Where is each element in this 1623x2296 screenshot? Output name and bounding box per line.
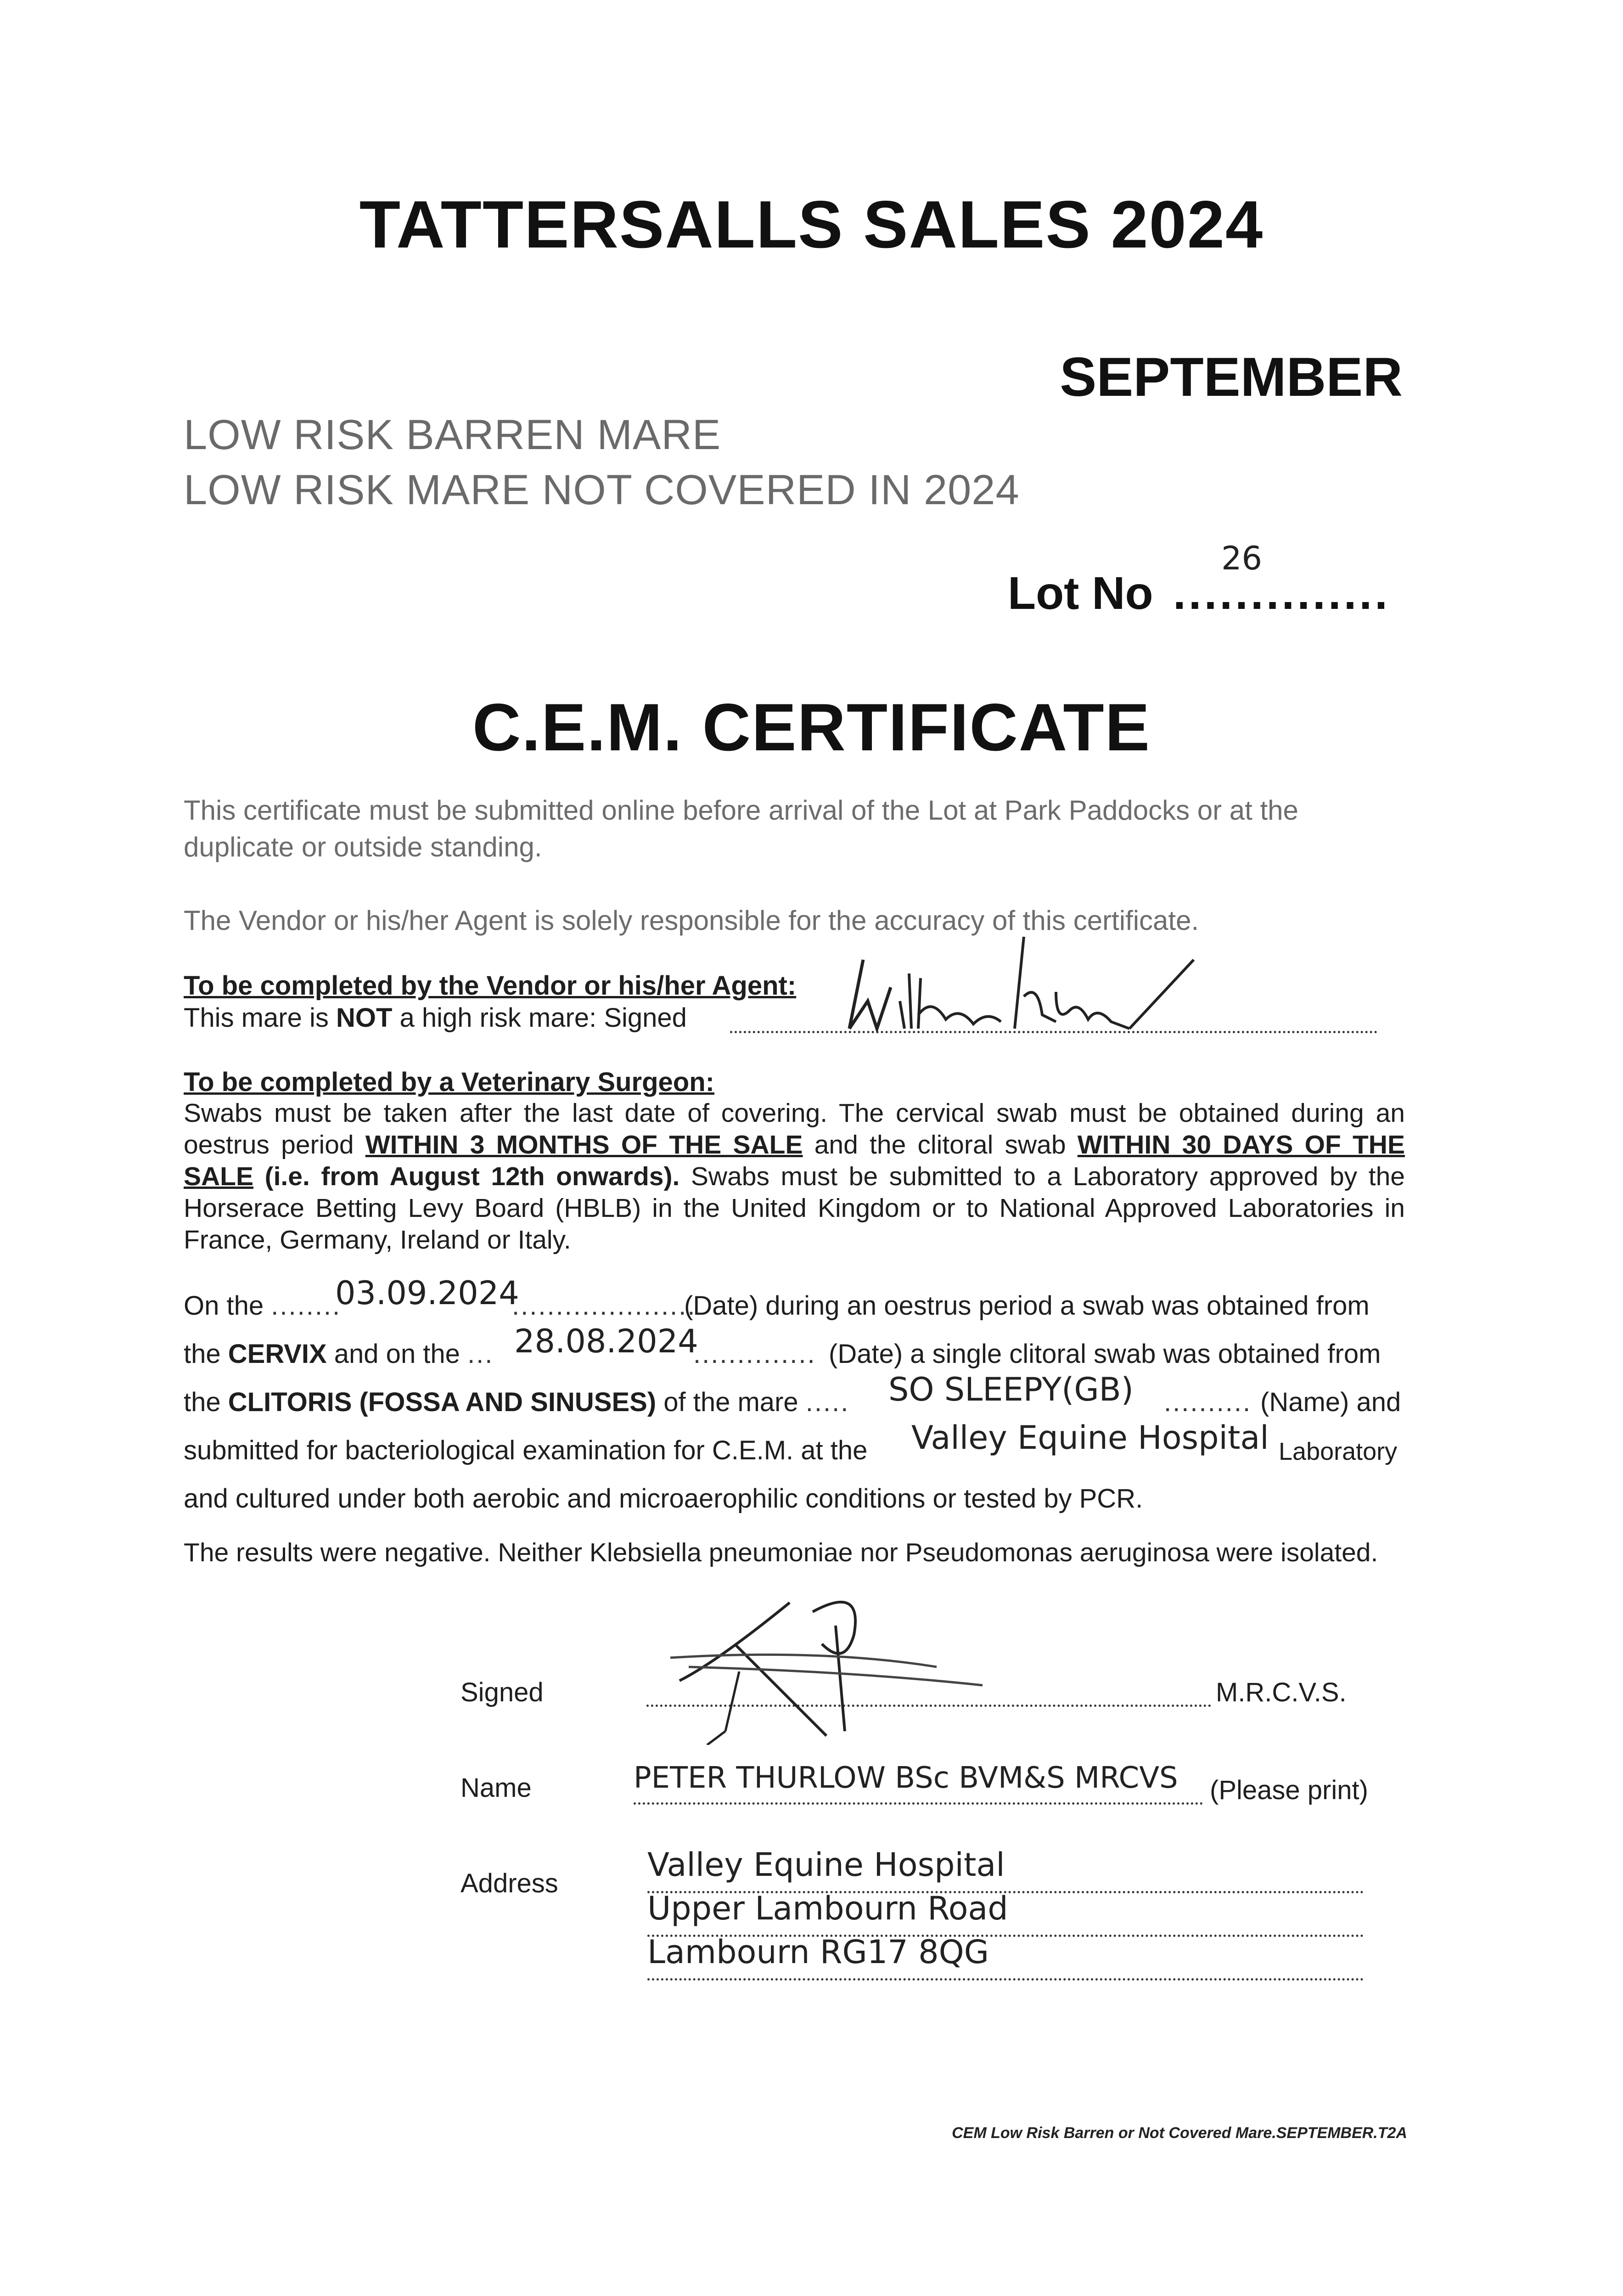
lot-dots: .............. [1173, 568, 1390, 619]
submitted-text: submitted for bacteriological examination for C.E.M. at the [184, 1435, 868, 1465]
cervix-date-dots-pre: ........ [271, 1291, 342, 1321]
category-line-2: LOW RISK MARE NOT COVERED IN 2024 [184, 467, 1020, 513]
form-line-1 [184, 1290, 341, 1321]
category-line-1: LOW RISK BARREN MARE [184, 411, 721, 458]
certificate-title: C.E.M. CERTIFICATE [472, 690, 1151, 765]
vet-p1-mid: and the clitoral swab [814, 1130, 1066, 1159]
cervix-date: 03.09.2024 [335, 1274, 519, 1312]
laboratory-name: Valley Equine Hospital [911, 1419, 1269, 1457]
address-label: Address [461, 1868, 558, 1898]
mare-name: SO SLEEPY(GB) [888, 1371, 1134, 1408]
form-line-3 [184, 1387, 849, 1418]
vendor-statement-prefix: This mare is [184, 1003, 329, 1033]
vendor-statement-not: NOT [336, 1003, 393, 1033]
sale-month: SEPTEMBER [1060, 346, 1403, 408]
date-text-1: (Date) during an oestrus period a swab was obtained from [684, 1291, 1370, 1321]
of-the-mare-label: of the mare [663, 1387, 798, 1417]
date-text-2: (Date) a single clitoral swab was obtained from [829, 1339, 1381, 1369]
cultured-text: and cultured under both aerobic and microaerophilic conditions or tested by PCR. [184, 1484, 1143, 1514]
responsibility-note: The Vendor or his/her Agent is solely responsible for the accuracy of this certificate. [184, 905, 1199, 936]
vet-p1-bold1: WITHIN 3 MONTHS OF THE SALE [365, 1130, 803, 1159]
submit-note: This certificate must be submitted online before arrival of the Lot at Park Paddocks or at the duplicate or outside standing. [184, 795, 1298, 862]
signed-label: Signed [461, 1677, 544, 1707]
mrcvs-label: M.R.C.V.S. [1216, 1677, 1347, 1707]
address-line-2: Upper Lambourn Road [647, 1890, 1008, 1927]
name-and-text: (Name) and [1260, 1387, 1401, 1417]
vet-name-line [634, 1802, 1203, 1805]
the-label: the [184, 1339, 221, 1369]
vendor-statement-suffix: a high risk mare: Signed [399, 1003, 687, 1033]
laboratory-word: Laboratory [1279, 1438, 1398, 1465]
the-label-2: the [184, 1387, 221, 1417]
vendor-heading: To be completed by the Vendor or his/her Agent: [184, 971, 797, 1001]
footer-reference: CEM Low Risk Barren or Not Covered Mare.SEPTEMBER.T2A [952, 2124, 1407, 2142]
mare-dots-post: .......... [1164, 1387, 1252, 1417]
vet-signature [661, 1593, 1065, 1745]
cervix-date-dots-post: ..................... [512, 1291, 696, 1321]
vet-name: PETER THURLOW BSc BVM&S MRCVS [634, 1761, 1178, 1795]
mare-dots-pre: ..... [805, 1387, 850, 1417]
address-line-3: Lambourn RG17 8QG [647, 1933, 989, 1971]
clitoral-date: 28.08.2024 [514, 1322, 698, 1360]
form-line-4 [184, 1435, 867, 1466]
vet-p1-start: Swabs must be taken after the last date of covering. The cervical swab must be obtained during an oestrus period [184, 1098, 1405, 1159]
cervix-label: CERVIX [228, 1339, 327, 1369]
address-line-3-rule [647, 1978, 1364, 1981]
clitoral-date-dots-pre: ... [467, 1339, 494, 1369]
vet-p1-bold2: WITHIN 30 DAYS OF THE SALE [184, 1130, 1405, 1191]
form-line-2 [184, 1339, 494, 1369]
vet-p1-end: Swabs must be submitted to a Laboratory approved by the Horserace Betting Levy Board (HBLB) in the United Kingdom or to National Approved Laboratories in France, Germany, Ireland or Italy. [184, 1162, 1405, 1255]
lot-number: 26 [1221, 540, 1263, 577]
clitoral-date-dots-post: .............. [693, 1339, 816, 1369]
lot-label: Lot No [1008, 568, 1153, 619]
please-print-label: (Please print) [1210, 1775, 1368, 1805]
vet-p1-bold3: (i.e. from August 12th onwards). [264, 1162, 680, 1191]
on-the-label: On the [184, 1291, 264, 1321]
clitoris-label: CLITORIS (FOSSA AND SINUSES) [228, 1387, 657, 1417]
page-title: TATTERSALLS SALES 2024 [359, 187, 1264, 262]
vendor-signature [840, 932, 1221, 1038]
results-text: The results were negative. Neither Klebsiella pneumoniae nor Pseudomonas aeruginosa were isolated. [184, 1538, 1378, 1567]
address-line-1: Valley Equine Hospital [647, 1846, 1005, 1884]
vet-heading: To be completed by a Veterinary Surgeon: [184, 1067, 714, 1097]
name-label: Name [461, 1773, 532, 1803]
vendor-statement [184, 1002, 687, 1033]
vet-instructions [184, 1097, 1405, 1256]
and-on-the-label: and on the [334, 1339, 460, 1369]
